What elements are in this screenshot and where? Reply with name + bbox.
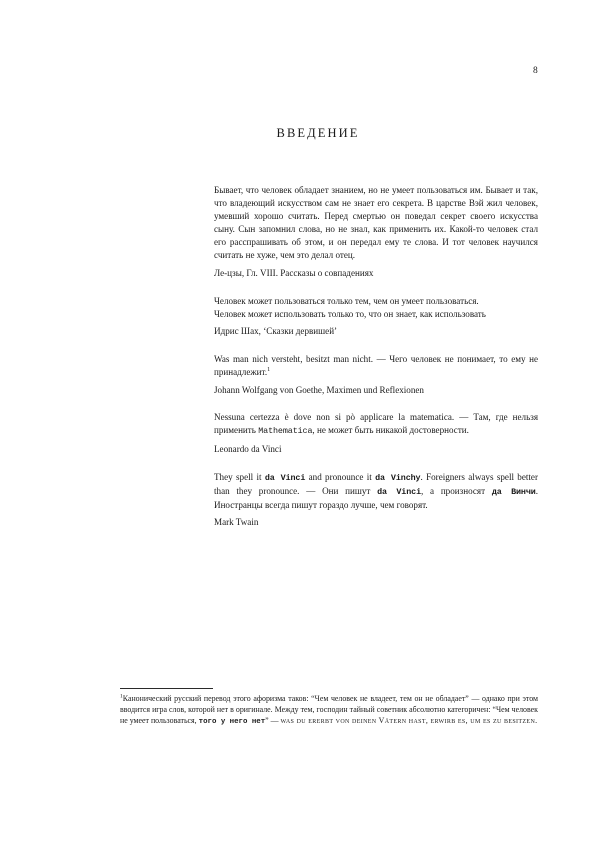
twain-mono-da-vinci: da Vinci (264, 472, 306, 483)
twain-en-2: and pronounce it (308, 471, 372, 482)
epigraph-list (214, 184, 538, 544)
epigraph-body (214, 353, 538, 379)
epigraph-attribution: Ле-цзы, Гл. VIII. Рассказы о совпадениях (214, 268, 374, 279)
epigraph-body: Бывает, что человек обладает знанием, но не умеет пользоваться им. Бывает и так, что владеющий искусством сам не знает его секрета. В царстве Вэй жил человек, умевший хорошо считать. Перед смертью он поведал секрет своего искусства сыну. Сын запомнил слова, но не знал, как применить их. Какой-то человек стал его расспрашивать об этом, и он передал ему те слова. И тот человек научился считать не хуже, чем это делал отец. (214, 185, 538, 261)
em-dash: — (376, 353, 386, 364)
twain-en-3: . Foreigners always spell better than they pronounce. (214, 471, 538, 496)
epigraph-lezi (214, 184, 538, 280)
twain-mono-da-vinchi-cyrillic: да Винчи (491, 486, 536, 497)
twain-ru-2: , а произносят (421, 485, 486, 496)
goethe-russian-text: Чего человек не понимает, то ему не принадлежит. (214, 353, 538, 378)
mathematica-monospace-term: Mathematica (258, 426, 313, 437)
epigraph-goethe (214, 353, 538, 397)
footnote-text (120, 693, 538, 729)
goethe-german-text: Was man nich versteht, besitzt man nicht. (214, 353, 374, 364)
twain-ru-1: Они пишут (322, 485, 371, 496)
epigraph-idries-shah (214, 295, 538, 339)
leonardo-italian-text: Nessuna certezza è dove non si pò applicare la matematica. (214, 412, 455, 423)
footnote-separator-rule (120, 688, 213, 689)
epigraph-body-second: Человек может использовать только то, что он знает, как использовать (214, 308, 486, 319)
epigraph-body (214, 471, 538, 512)
epigraph-attribution: Johann Wolfgang von Goethe, Maximen und Reflexionen (214, 384, 424, 395)
epigraph-attribution: Leonardo da Vinci (214, 443, 282, 454)
page-title: ВВЕДЕНИЕ (276, 126, 360, 140)
em-dash: — (306, 485, 316, 496)
footnote-part-one: Канонический русский перевод этого афоризма таков: “Чем человек не владеет, тем он не обладает” — однако при этом вводится игра слов, которой нет в оригинале. Между тем, господин тайный советник абсолютно категоричен: “Чем человек не умеет пользоваться, (120, 693, 538, 726)
leonardo-russian-post: , не может быть никакой достоверности. (312, 425, 469, 436)
leonardo-russian-pre: Там, где нельзя применить (214, 412, 539, 436)
epigraph-body-first: Человек может пользоваться только тем, чем он умеет пользоваться. (214, 295, 479, 306)
page-number: 8 (533, 66, 538, 76)
footnote-area (120, 688, 538, 728)
epigraph-mark-twain (214, 471, 538, 530)
em-dash: — (459, 412, 469, 423)
twain-mono-da-vinci-ru: da Vinci (377, 486, 422, 497)
epigraph-leonardo (214, 411, 538, 456)
twain-en-1: They spell it (214, 471, 262, 482)
epigraph-attribution: Идрис Шах, ‘Сказки дервишей’ (214, 326, 338, 337)
twain-mono-da-vinchy: da Vinchy (375, 472, 421, 483)
epigraph-attribution: Mark Twain (214, 517, 259, 528)
footnote-german-smallcaps: was du ererbt von deinen Vätern hast, erwirb es, um es zu besitzen. (280, 716, 538, 726)
epigraph-body (214, 411, 538, 438)
footnote-marker: 1 (267, 366, 271, 373)
footnote-number: 1 (120, 692, 123, 699)
footnote-mono-emphasis: того у него нет (198, 718, 266, 727)
twain-ru-3: . Иностранцы всегда пишут гораздо лучше, чем говорят. (214, 485, 538, 510)
footnote-part-two: ” — (265, 716, 279, 726)
